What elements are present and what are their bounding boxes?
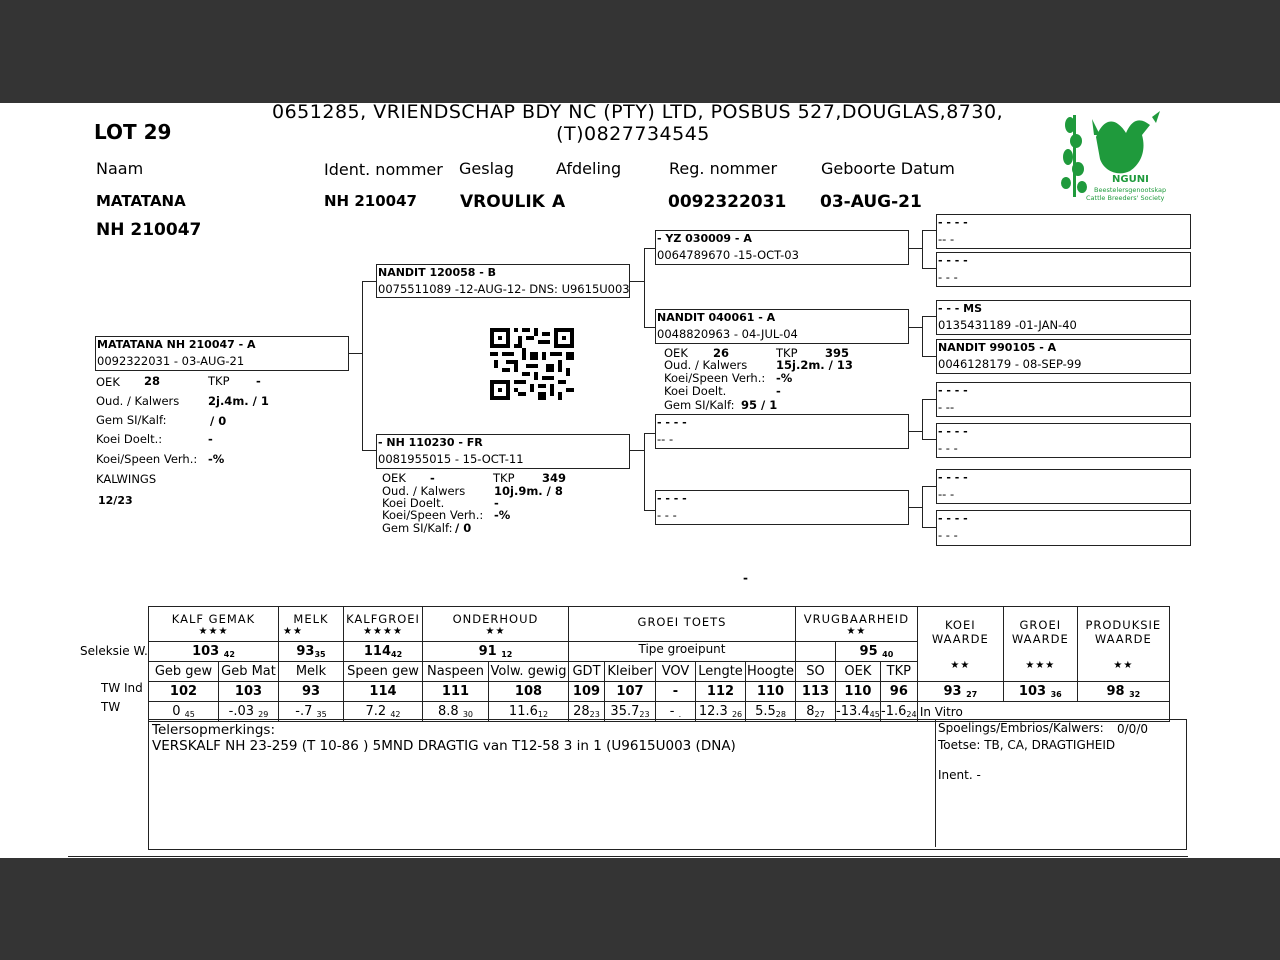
gen3-6-reg: -- - [938, 487, 955, 501]
gen2-tkp: 395 [825, 346, 850, 360]
group-onderhoud [423, 607, 569, 642]
dam-oek-label: OEK [382, 471, 406, 485]
nguni-logo [1056, 107, 1190, 205]
dam-tkp: 349 [542, 471, 567, 485]
row-label-tw: TW [101, 700, 121, 714]
star-rating-icon: ★★ [485, 625, 506, 637]
dam-oud: 10j.9m. / 8 [494, 484, 563, 498]
animal-division: A [552, 192, 566, 212]
gen2-doelt-label: Koei Doelt. [664, 384, 727, 398]
group-melk [279, 607, 344, 642]
sire-box [376, 264, 630, 298]
seleksie-empty [796, 642, 836, 662]
granddam-paternal-box [655, 309, 909, 344]
gen3-box-2 [936, 252, 1191, 287]
gen2-3-title: - - - - [657, 492, 687, 505]
tw-cell: 7.2 42 [344, 702, 423, 722]
col-header: Kleiber [605, 662, 656, 682]
col-header: Geb Mat [219, 662, 279, 682]
gen2-gem-label: Gem SI/Kalf: [664, 398, 735, 412]
animal-kalwings: 12/23 [98, 494, 133, 507]
col-header: Lengte [696, 662, 746, 682]
gen3-4-reg: - -- [938, 400, 955, 414]
tw-ind-cell: 109 [569, 682, 605, 702]
gen2-1-title: NANDIT 040061 - A [657, 311, 776, 324]
group-vrugbaarheid [796, 607, 918, 642]
col-header: GDT [569, 662, 605, 682]
col-header: Naspeen [423, 662, 489, 682]
owner-line-1: 0651285, VRIENDSCHAP BDY NC (PTY) LTD, POSBUS 527,DOUGLAS,8730, [272, 101, 1004, 123]
col-header: OEK [836, 662, 881, 682]
dam-oek: - [430, 471, 435, 485]
groei-waarde-label-1: GROEI [1019, 617, 1062, 632]
gen3-3-reg: 0046128179 - 08-SEP-99 [938, 357, 1082, 371]
koei-waarde-label-1: KOEI [945, 617, 976, 632]
tw-ind-cell: - [656, 682, 696, 702]
koei-waarde-value: 93 27 [917, 682, 1003, 702]
star-rating-icon: ★★★ [1025, 659, 1056, 671]
lot-number: LOT 29 [94, 120, 172, 144]
tw-ind-cell: 108 [489, 682, 569, 702]
tw-cell: 12.3 26 [696, 702, 746, 722]
gen3-1-title: - - - - [938, 254, 968, 267]
star-rating-icon: ★★ [1113, 659, 1134, 671]
group-melk-label: MELK [293, 611, 329, 626]
gen3-0-title: - - - - [938, 216, 968, 229]
remarks-title: Telersopmerkings: [152, 722, 276, 738]
star-rating-icon: ★★ [950, 659, 971, 671]
animal-ident-large: NH 210047 [96, 220, 202, 240]
logo-subtitle-1: Beestelersgenootskap [1094, 186, 1167, 194]
group-onderhoud-label: ONDERHOUD [452, 611, 539, 626]
inent: Inent. - [938, 768, 981, 782]
toetse: Toetse: TB, CA, DRAGTIGHEID [938, 738, 1116, 752]
tw-ind-cell: 114 [344, 682, 423, 702]
animal-reg: 0092322031 [668, 192, 787, 212]
gen2-1-reg: 0048820963 - 04-JUL-04 [657, 327, 798, 341]
group-kalf-gemak [149, 607, 279, 642]
gen3-box-7 [936, 469, 1191, 504]
row-label-seleksie: Seleksie W. [80, 644, 148, 658]
tw-ind-row [149, 682, 1170, 702]
star-rating-icon: ★★★★ [363, 625, 403, 637]
gen2-tkp-label: TKP [776, 346, 798, 360]
animal-ident: NH 210047 [324, 192, 417, 210]
seleksie-onderhoud: 91 12 [423, 642, 569, 662]
animal-name: MATATANA [96, 192, 186, 210]
mid-dash: - [743, 571, 748, 585]
remarks-box [148, 719, 1187, 850]
seleksie-vrugbaarheid: 95 40 [836, 642, 918, 662]
gen3-2-reg: 0135431189 -01-JAN-40 [938, 318, 1077, 332]
animal-speen: -% [208, 452, 225, 466]
tw-ind-cell: 102 [149, 682, 219, 702]
label-geboorte: Geboorte Datum [821, 159, 955, 178]
gen2-oek: 26 [713, 346, 730, 360]
group-kalf-gemak-label: KALF GEMAK [171, 611, 256, 626]
gen2-oek-label: OEK [664, 346, 688, 360]
tw-ind-cell: 96 [880, 682, 917, 702]
dam-doelt: - [494, 496, 499, 510]
animal-gem: / 0 [210, 414, 227, 428]
gen3-box-5 [936, 382, 1191, 417]
gen3-6-title: - - - - [938, 471, 968, 484]
spoelings-value: 0/0/0 [1117, 722, 1148, 736]
tw-cell: -.7 35 [279, 702, 344, 722]
dam-tkp-label: TKP [493, 471, 515, 485]
performance-table [148, 606, 1170, 722]
group-produksie-waarde [1077, 607, 1169, 682]
koei-waarde-label-2: WAARDE [931, 631, 989, 646]
animal-speen-label: Koei/Speen Verh.: [96, 452, 198, 466]
tw-cell: 0 45 [149, 702, 219, 722]
label-naam: Naam [96, 159, 144, 178]
gen2-2-reg: -- - [657, 432, 674, 446]
col-header: TKP [880, 662, 917, 682]
produksie-waarde-value: 98 32 [1077, 682, 1169, 702]
tw-ind-cell: 112 [696, 682, 746, 702]
gen2-speen: -% [776, 371, 793, 385]
gen2-2-title: - - - - [657, 416, 687, 429]
dam-oud-label: Oud. / Kalwers [382, 484, 466, 498]
col-header: Melk [279, 662, 344, 682]
tw-ind-cell: 110 [746, 682, 796, 702]
groei-waarde-label-2: WAARDE [1011, 631, 1069, 646]
qr-code-icon [490, 328, 574, 400]
label-afdeling: Afdeling [556, 159, 622, 178]
gen3-box-6 [936, 423, 1191, 458]
animal-oek: 28 [144, 374, 161, 388]
tw-ind-cell: 111 [423, 682, 489, 702]
dam-reg: 0081955015 - 15-OCT-11 [378, 452, 524, 466]
animal-doelt-label: Koei Doelt.: [96, 432, 163, 446]
tw-ind-cell: 93 [279, 682, 344, 702]
gen3-box-8 [936, 510, 1191, 546]
spoelings-label: Spoelings/Embrios/Kalwers: [938, 721, 1104, 735]
group-koei-waarde [917, 607, 1003, 682]
animal-box-title: MATATANA NH 210047 - A [97, 338, 256, 351]
tw-ind-cell: 103 [219, 682, 279, 702]
produksie-waarde-label-1: PRODUKSIE [1085, 617, 1162, 632]
gen3-box-1 [936, 214, 1191, 249]
label-reg: Reg. nommer [669, 159, 778, 178]
star-rating-icon: ★★★ [198, 625, 229, 637]
star-rating-icon: ★★ [283, 625, 303, 637]
dam-doelt-label: Koei Doelt. [382, 496, 445, 510]
animal-tkp: - [256, 374, 261, 388]
gen2-0-title: - YZ 030009 - A [657, 232, 752, 245]
granddam-maternal-box [655, 490, 909, 525]
gen3-4-title: - - - - [938, 384, 968, 397]
tw-cell: 11.612 [489, 702, 569, 722]
tw-cell: -13.445 [836, 702, 881, 722]
col-header: Volw. gewig [489, 662, 569, 682]
label-geslag: Geslag [459, 159, 514, 178]
owner-line-2: (T)0827734545 [556, 123, 710, 145]
animal-sex: VROULIK [460, 192, 545, 212]
tw-cell: -.03 29 [219, 702, 279, 722]
row-label-tw-ind: TW Ind [101, 681, 143, 695]
dam-title: - NH 110230 - FR [378, 436, 483, 449]
tw-ind-cell: 110 [836, 682, 881, 702]
gen3-0-reg: -- - [938, 232, 955, 246]
gen2-3-reg: - - - [657, 508, 677, 522]
group-groei-waarde [1003, 607, 1077, 682]
gen3-box-3 [936, 300, 1191, 335]
gen3-5-title: - - - - [938, 425, 968, 438]
gen2-doelt: - [776, 384, 781, 398]
grandsire-maternal-box [655, 414, 909, 449]
remarks-text: VERSKALF NH 23-259 (T 10-86 ) 5MND DRAGTIG van T12-58 3 in 1 (U9615U003 (DNA) [152, 738, 736, 754]
seleksie-kalfgroei: 11442 [344, 642, 423, 662]
gen2-oud-label: Oud. / Kalwers [664, 358, 748, 372]
animal-kalwings-label: KALWINGS [96, 472, 157, 486]
tw-cell: 827 [796, 702, 836, 722]
gen3-7-reg: - - - [938, 528, 958, 542]
gen3-1-reg: - - - [938, 270, 958, 284]
col-header: VOV [656, 662, 696, 682]
seleksie-melk: 9335 [279, 642, 344, 662]
col-header: Speen gew [344, 662, 423, 682]
animal-box-reg: 0092322031 - 03-AUG-21 [97, 354, 245, 368]
animal-pedigree-box [95, 336, 349, 371]
animal-oek-label: OEK [96, 375, 120, 389]
groei-waarde-value: 103 36 [1003, 682, 1077, 702]
dam-gem-label: Gem SI/Kalf: [382, 521, 453, 535]
col-header: SO [796, 662, 836, 682]
tw-cell: 35.723 [605, 702, 656, 722]
gen2-gem: 95 / 1 [741, 398, 778, 412]
grandsire-paternal-box [655, 230, 909, 265]
animal-gem-label: Gem SI/Kalf: [96, 413, 167, 427]
gen3-3-title: NANDIT 990105 - A [938, 341, 1057, 354]
animal-tkp-label: TKP [208, 374, 230, 388]
dam-box [376, 434, 630, 469]
gen3-7-title: - - - - [938, 512, 968, 525]
gen2-oud: 15j.2m. / 13 [776, 358, 853, 372]
tw-cell: -1.624 [880, 702, 917, 722]
registration-sheet [0, 103, 1280, 858]
animal-doelt: - [208, 432, 213, 446]
gen3-2-title: - - - MS [938, 302, 983, 315]
tw-cell: - . [656, 702, 696, 722]
group-groei-toets-label: GROEI TOETS [637, 615, 727, 629]
col-header: Geb gew [149, 662, 219, 682]
produksie-waarde-label-2: WAARDE [1094, 631, 1152, 646]
label-ident: Ident. nommer [324, 160, 443, 179]
gen2-0-reg: 0064789670 -15-OCT-03 [657, 248, 799, 262]
gen3-5-reg: - - - [938, 441, 958, 455]
group-groei-toets [569, 607, 796, 642]
gen3-box-4 [936, 339, 1191, 374]
sire-reg: 0075511089 -12-AUG-12- DNS: U9615U003 [378, 282, 630, 296]
gen2-speen-label: Koei/Speen Verh.: [664, 371, 766, 385]
dam-speen-label: Koei/Speen Verh.: [382, 508, 484, 522]
tw-ind-cell: 113 [796, 682, 836, 702]
group-vrugbaarheid-label: VRUGBAARHEID [803, 611, 910, 626]
animal-oud: 2j.4m. / 1 [208, 394, 269, 408]
dam-gem: / 0 [455, 521, 472, 535]
seleksie-kalf-gemak: 103 42 [149, 642, 279, 662]
tw-ind-cell: 107 [605, 682, 656, 702]
logo-subtitle-2: Cattle Breeders' Society [1086, 194, 1165, 202]
col-header: Hoogte [746, 662, 796, 682]
tipe-groeipunt: Tipe groeipunt [569, 642, 796, 662]
sire-title: NANDIT 120058 - B [378, 266, 497, 279]
tw-cell: 8.8 30 [423, 702, 489, 722]
tw-cell: 2823 [569, 702, 605, 722]
dam-speen: -% [494, 508, 511, 522]
animal-oud-label: Oud. / Kalwers [96, 394, 180, 408]
tw-cell: 5.528 [746, 702, 796, 722]
star-rating-icon: ★★ [846, 625, 867, 637]
group-kalfgroei-label: KALFGROEI [346, 611, 420, 626]
animal-birth: 03-AUG-21 [820, 192, 922, 212]
logo-text: NGUNI [1112, 174, 1149, 185]
in-vitro: In Vitro [917, 702, 1169, 722]
group-kalfgroei [344, 607, 423, 642]
